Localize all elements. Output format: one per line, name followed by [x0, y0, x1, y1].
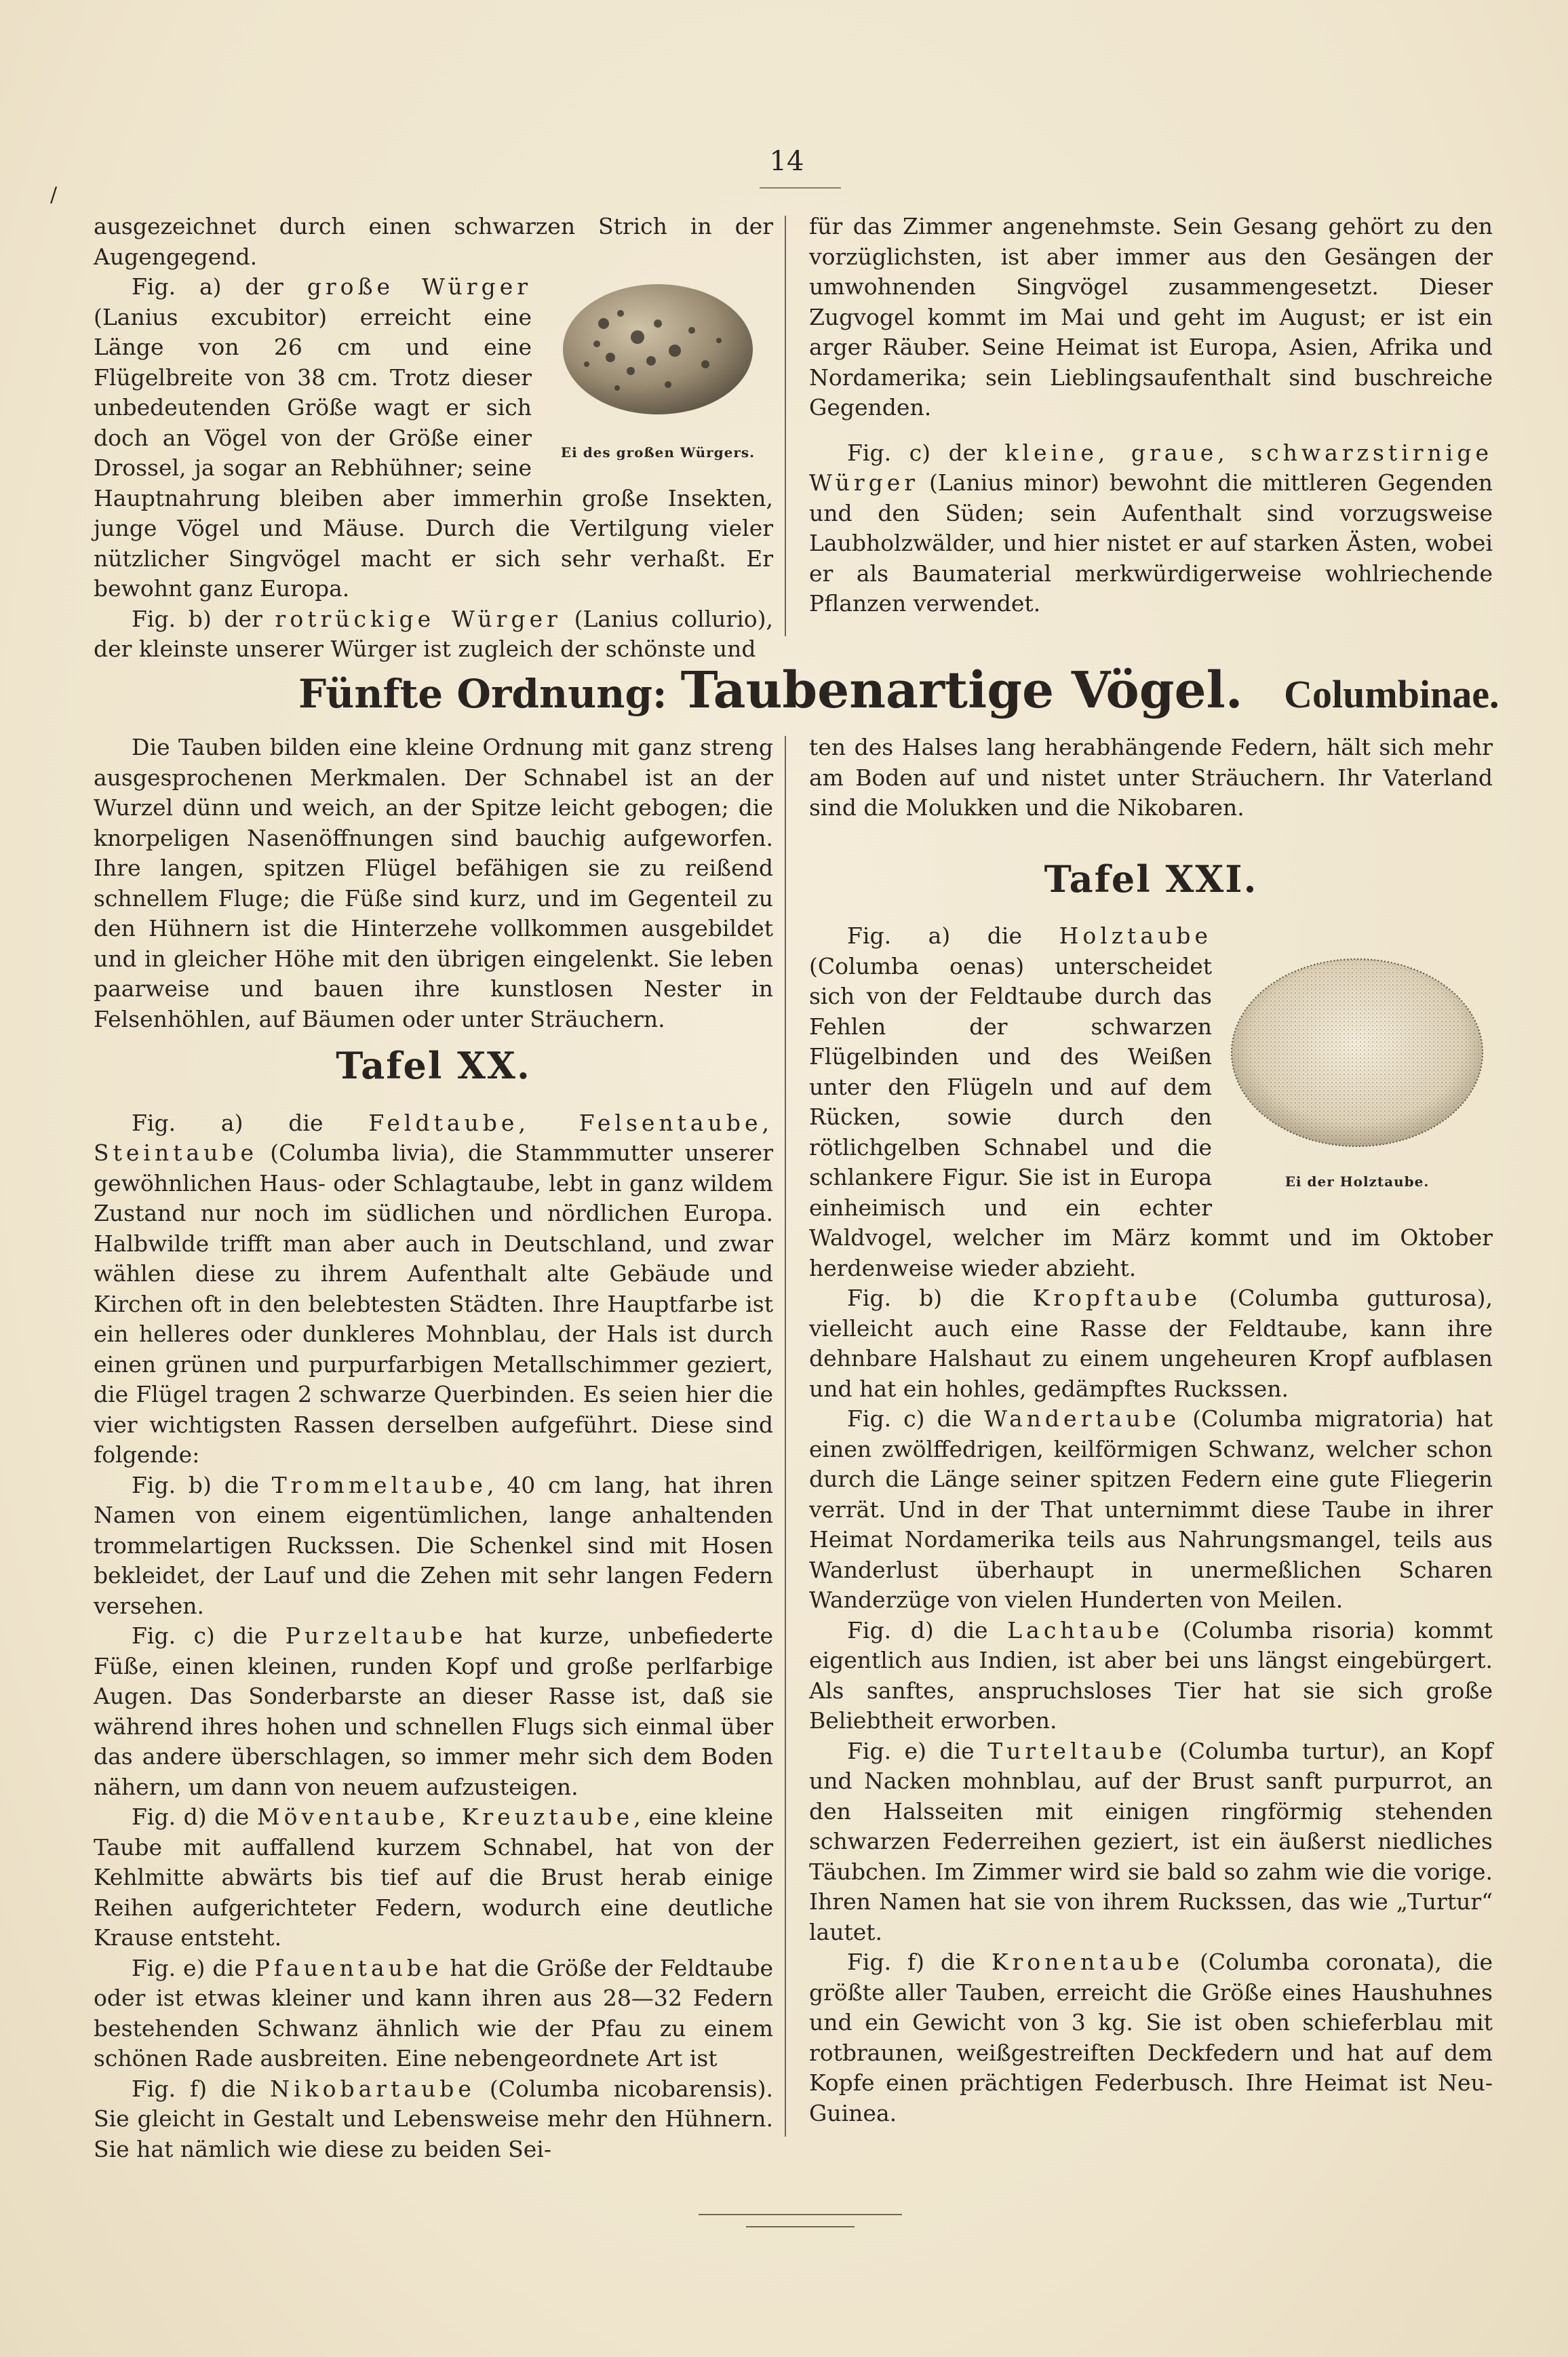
- fig-lead: Fig. d) die: [847, 1616, 1008, 1643]
- fig-text: (Lanius collurio), der kleinste unserer Würger ist zugleich der schönste und: [94, 605, 773, 662]
- species-name: Kropftaube: [1032, 1285, 1202, 1311]
- fig-text: (Columba risoria) kommt eigentlich aus Indien, ist aber bei uns längst eingebürgert. Als sanftes, anspruchsloses Tier hat sie sich große Beliebtheit erworben.: [809, 1616, 1493, 1734]
- plate-heading: Tafel XXI.: [1044, 857, 1258, 901]
- plate-heading: Tafel XX.: [336, 1044, 531, 1087]
- bottom-left-column: [94, 733, 773, 2164]
- top-right-column: [809, 212, 1493, 619]
- figure-caption: Ei des großen Würgers.: [560, 444, 756, 461]
- fig-text: , eine kleine Taube mit auffallend kurzem Schnabel, hat von der Kehlmitte abwärts bis tief auf die Brust herab einige Reihen aufgerichteter Federn, wodurch eine deutliche Krause entsteht.: [94, 1804, 773, 1951]
- paragraph: [809, 1736, 1493, 1948]
- fig-lead: Fig. b) der: [132, 605, 275, 632]
- species-name: Möventaube, Kreuztaube: [256, 1804, 634, 1830]
- bottom-right-column: [809, 733, 1493, 2128]
- species-name: Holztaube: [1059, 922, 1212, 949]
- fig-text: (Columba oenas) unterscheidet sich von der Feldtaube durch das Fehlen der schwarzen Flügelbinden und des Weißen unter den Flügeln und auf dem Rücken, sowie durch den rötlichgelben Schnabel und die schlankere Figur. Sie ist in Europa einheimisch und ein echter Waldvogel, welcher im März kommt und im Oktober herdenweise wieder abzieht.: [809, 952, 1493, 1281]
- fig-text: (Columba migratoria) hat einen zwölffedrigen, keilförmigen Schwanz, welcher schon durch die Länge seiner spitzen Federn eine gute Fliegerin verrät. Und in der That unternimmt diese Taube in ihrer Heimat Nordamerika teils aus Nahrungsmangel, teils aus Wanderlust überhaupt in unermeßlichen Scharen Wanderzüge von vielen Hunderten von Meilen.: [809, 1405, 1493, 1613]
- paragraph: [94, 1953, 773, 2074]
- fig-text: (Columba turtur), an Kopf und Nacken mohnblau, auf der Brust sanft purpurrot, an den Halsseiten mit einigen ringförmig stehenden schwarzen Federreihen geziert, ist ein äußerst niedliches Täubchen. Im Zimmer wird sie bald so zahm wie die vorige. Ihren Namen hat sie von ihrem Ruckssen, das wie „Turtur“ lautet.: [809, 1737, 1493, 1945]
- footer-rule: [699, 2214, 902, 2215]
- species-name: kleine, graue, schwarzstirnige Würger: [809, 439, 1493, 496]
- paragraph: [94, 2074, 773, 2165]
- fig-lead: Fig. b) die: [847, 1285, 1033, 1311]
- species-name: große Würger: [307, 273, 532, 300]
- paragraph: [94, 1802, 773, 1953]
- section-latin: Columbinae.: [1284, 672, 1500, 716]
- shrike-egg-image: [556, 276, 760, 425]
- species-name: Nikobartaube: [270, 2075, 475, 2102]
- paragraph: [809, 438, 1493, 619]
- fig-lead: Fig. a) die: [847, 922, 1059, 949]
- figure-wood-pigeon-egg: [1221, 951, 1493, 1196]
- paragraph: [809, 1947, 1493, 2128]
- paragraph: [94, 1470, 773, 1622]
- figure-caption: Ei der Holztaube.: [1285, 1173, 1430, 1190]
- paragraph: [94, 604, 773, 665]
- paragraph: [809, 1404, 1493, 1616]
- paragraph: [809, 1283, 1493, 1404]
- fig-text: hat kurze, unbefiederte Füße, einen kleinen, runden Kopf und große perlfarbige Augen. Das Sonderbarste an dieser Rasse ist, daß sie während ihres hohen und schnellen Flugs sich einmal über das andere überschlagen, so immer mehr sich dem Boden nähern, um dann von neuem aufzusteigen.: [94, 1622, 773, 1800]
- fig-lead: Fig. b) die: [132, 1471, 272, 1498]
- fig-lead: Fig. e) die: [847, 1737, 988, 1764]
- fig-text: (Columba gutturosa), vielleicht auch eine Rasse der Feldtaube, kann ihre dehnbare Halshaut zu einem ungeheuren Kropf aufblasen und hat ein hohles, gedämpftes Ruckssen.: [809, 1285, 1493, 1402]
- section-main: Taubenartige Vögel.: [680, 661, 1243, 720]
- fig-lead: Fig. d) die: [132, 1804, 257, 1830]
- footer-rule-short: [746, 2226, 855, 2227]
- species-name: Purzeltaube: [285, 1622, 467, 1649]
- margin-mark: /: [50, 183, 58, 207]
- species-name: Kronentaube: [991, 1949, 1184, 1975]
- paragraph: Die Tauben bilden eine kleine Ordnung mit ganz streng ausgesprochenen Merkmalen. Der Schnabel ist an der Wurzel dünn und weich, an der Spitze leicht gebogen; die knorpeligen Nasenöffnungen sind bauchig aufgeworfen. Ihre langen, spitzen Flügel befähigen sie zu reißend schnellem Fluge; die Füße sind kurz, und im Gegenteil zu den Hühnern ist die Hinterzehe vollkommen ausgebildet und in gleicher Höhe mit den übrigen eingelenkt. Sie leben paarweise und bauen ihre kunstlosen Nester in Felsenhöhlen, auf Bäumen oder unter Sträuchern.: [94, 734, 773, 1032]
- fig-lead: Fig. e) die: [132, 1954, 255, 1981]
- fig-text: (Columba coronata), die größte aller Tauben, erreicht die Größe eines Haushuhnes und ein Gewicht von 3 kg. Sie ist oben schieferblau mit rotbraunen, weißgestreiften Deckfedern und hat auf dem Kopfe einen prächtigen Federbusch. Ihre Heimat ist Neu-Guinea.: [809, 1949, 1493, 2126]
- paragraph: ausgezeichnet durch einen schwarzen Strich in der Augengegend.: [94, 213, 773, 270]
- paragraph: [94, 1621, 773, 1802]
- species-name: rotrückige Würger: [275, 605, 562, 632]
- species-name: Wandertaube: [983, 1405, 1181, 1432]
- paragraph: [94, 1108, 773, 1470]
- species-name: Feldtaube, Felsentaube, Steintaube: [94, 1109, 773, 1166]
- wood-pigeon-egg-image: [1225, 951, 1489, 1154]
- fig-text: (Lanius minor) bewohnt die mittleren Gegenden und den Süden; sein Aufenthalt sind vorzugsweise Laubholzwälder, und hier nistet er auf starken Ästen, wobei er als Baumaterial merkwürdigerweise wohlriechende Pflanzen verwendet.: [809, 469, 1493, 617]
- fig-text: (Lanius excubitor) erreicht eine Länge von 26 cm und eine Flügelbreite von 38 cm. Trotz dieser unbedeutenden Größe wagt er sich doch an Vögel von der Größe einer Drossel, ja sogar an Rebhühner; seine Hauptnahrung bleiben aber immerhin große Insekten, junge Vögel und Mäuse. Durch die Vertilgung vieler nützlicher Singvögel macht er sich sehr verhaßt. Er bewohnt ganz Europa.: [94, 303, 773, 602]
- column-divider: [785, 216, 786, 636]
- species-name: Pfauentaube: [254, 1954, 443, 1981]
- fig-text: , 40 cm lang, hat ihren Namen von einem eigentümlichen, lange anhaltenden trommelartigen Ruckssen. Die Schenkel sind mit Hosen bekleidet, der Lauf und die Zehen mit sehr langen Federn versehen.: [94, 1471, 773, 1619]
- fig-text: hat die Größe der Feldtaube oder ist etwas kleiner und kann ihren aus 28—32 Federn bestehenden Schwanz ähnlich wie der Pfau zu einem schönen Rade ausbreiten. Eine nebengeordnete Art ist: [94, 1954, 773, 2071]
- species-name: Lachtaube: [1007, 1616, 1164, 1643]
- fig-lead: Fig. a) der: [132, 273, 307, 300]
- column-divider: [785, 736, 786, 2137]
- fig-text: (Columba livia), die Stammmutter unserer gewöhnlichen Haus- oder Schlagtaube, lebt in ganz wildem Zustand nur noch im südlichen und nördlichen Europa. Halbwilde trifft man aber auch in Deutschland, und zwar wählen diese zu ihrem Aufenthalt alte Gebäude und Kirchen oft in den belebtesten Städten. Ihre Hauptfarbe ist ein helleres oder dunkleres Mohnblau, der Hals ist durch einen grünen und purpurfarbigen Metallschimmer geziert, die Flügel tragen 2 schwarze Querbinden. Es seien hier die vier wichtigsten Rassen derselben aufgeführt. Diese sind folgende:: [94, 1139, 773, 1468]
- fig-lead: Fig. f) die: [847, 1949, 992, 1975]
- paragraph: ten des Halses lang herabhängende Federn, hält sich mehr am Boden auf und nistet unter Sträuchern. Ihr Vaterland sind die Molukken und die Nikobaren.: [809, 734, 1493, 821]
- paragraph: [809, 1616, 1493, 1736]
- fig-lead: Fig. f) die: [132, 2075, 271, 2102]
- fig-lead: Fig. c) die: [847, 1405, 984, 1432]
- header-rule: [760, 187, 841, 189]
- section-prefix: Fünfte Ordnung:: [298, 671, 681, 717]
- species-name: Turteltaube: [987, 1737, 1167, 1764]
- page-number: 14: [769, 146, 804, 177]
- section-heading: [298, 661, 1500, 720]
- fig-text: (Columba nicobarensis). Sie gleicht in Gestalt und Lebensweise mehr den Hühnern. Sie hat nämlich wie diese zu beiden Sei-: [94, 2075, 773, 2162]
- fig-lead: Fig. c) der: [847, 439, 1005, 466]
- species-name: Trommeltaube: [271, 1471, 487, 1498]
- top-left-column: [94, 212, 773, 665]
- paragraph: für das Zimmer angenehmste. Sein Gesang gehört zu den vorzüglichsten, ist aber immer aus den Gesängen der umwohnenden Singvögel zusammengesetzt. Dieser Zugvogel kommt im Mai und geht im August; er ist ein arger Räuber. Seine Heimat ist Europa, Asien, Afrika und Nordamerika; sein Lieblingsaufenthalt sind buschreiche Gegenden.: [809, 213, 1493, 421]
- fig-lead: Fig. c) die: [132, 1622, 286, 1649]
- fig-lead: Fig. a) die: [132, 1109, 369, 1136]
- figure-shrike-egg: [543, 276, 773, 467]
